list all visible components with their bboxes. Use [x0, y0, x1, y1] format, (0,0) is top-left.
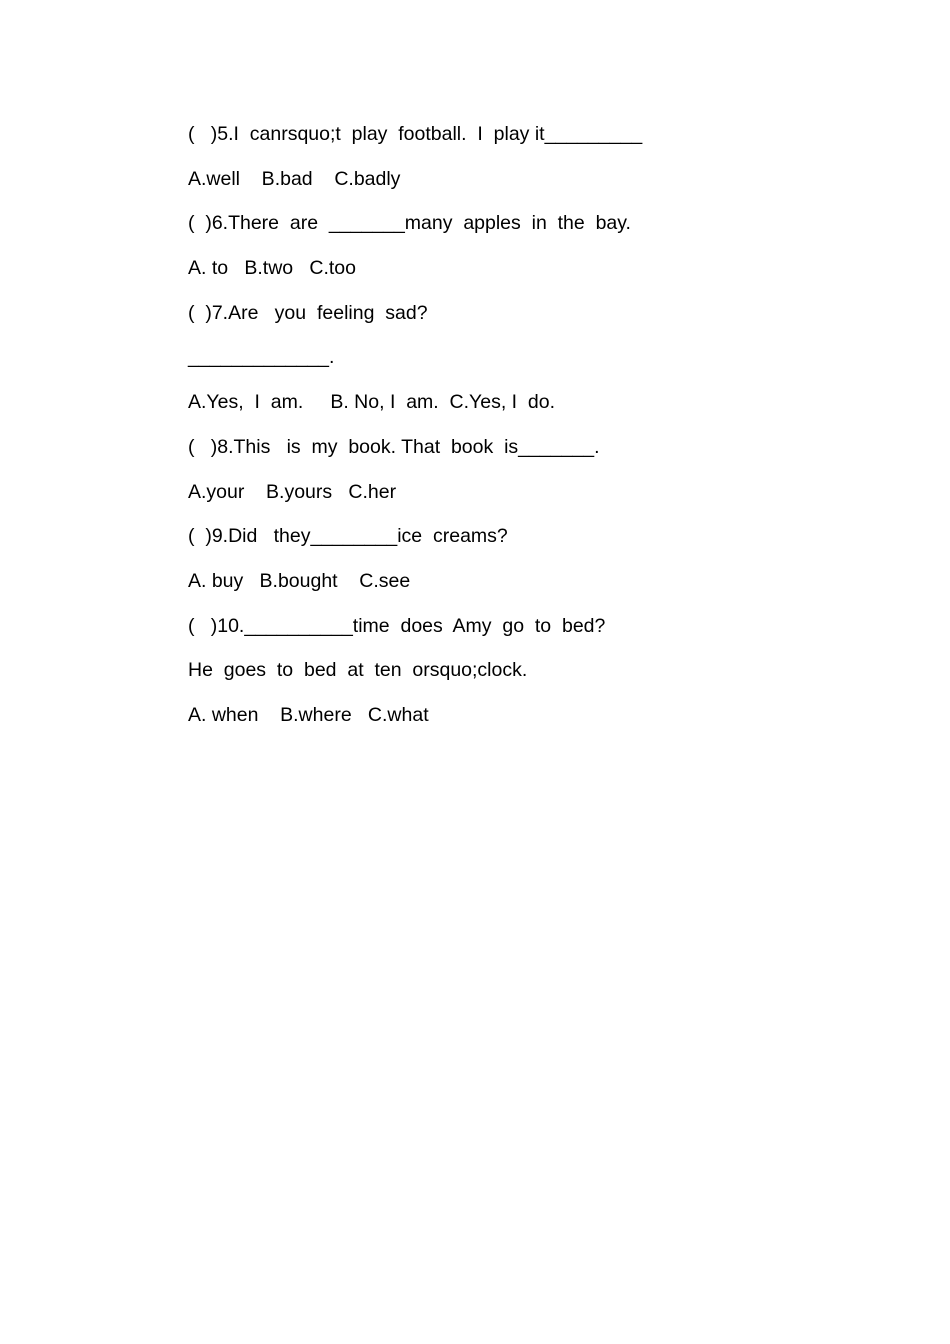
question-10: ( )10.__________time does Amy go to bed?: [188, 614, 606, 637]
question-6-options: A. to B.two C.too: [188, 257, 356, 280]
question-9: ( )9.Did they________ice creams?: [188, 525, 508, 548]
question-10-options: A. when B.where C.what: [188, 703, 429, 726]
question-9-options: A. buy B.bought C.see: [188, 569, 411, 592]
question-5: ( )5.I canrsquo;t play football. I play it_________: [188, 123, 643, 145]
question-8: ( )8.This is my book. That book is_______.: [188, 435, 600, 458]
question-5-options: A.well B.bad C.badly: [188, 167, 401, 190]
question-7-options: A.Yes, I am. B. No, I am. C.Yes, I do.: [188, 391, 556, 414]
question-6: ( )6.There are _______many apples in the bay.: [188, 212, 631, 235]
question-8-options: A.your B.yours C.her: [188, 480, 397, 503]
question-7-answer-blank: _____________.: [188, 346, 335, 369]
question-list: [188, 121, 888, 747]
question-7: ( )7.Are you feeling sad?: [188, 301, 428, 324]
question-10-response: He goes to bed at ten orsquo;clock.: [188, 659, 528, 682]
